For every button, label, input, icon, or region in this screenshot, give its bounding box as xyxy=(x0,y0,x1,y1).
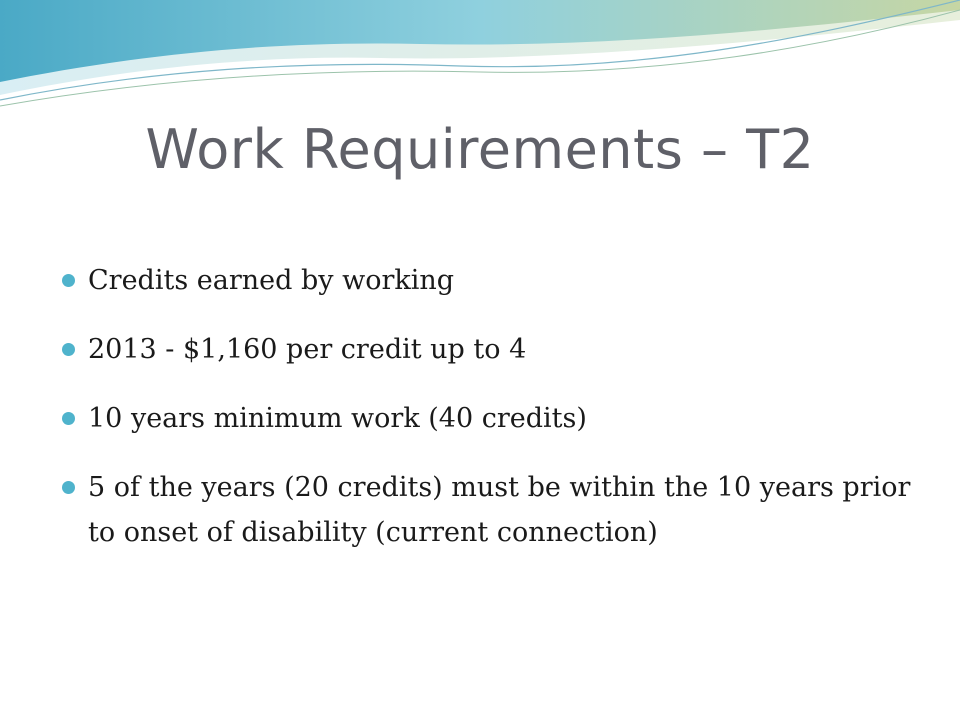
bullet-dot-icon xyxy=(62,481,75,494)
bullet-text: 10 years minimum work (40 credits) xyxy=(88,403,587,434)
bullet-list xyxy=(60,258,920,579)
bullet-dot-icon xyxy=(62,343,75,356)
bullet-item xyxy=(60,327,920,372)
bullet-item xyxy=(60,258,920,303)
bullet-text: Credits earned by working xyxy=(88,265,455,296)
bullet-dot-icon xyxy=(62,412,75,425)
slide-title: Work Requirements – T2 xyxy=(145,118,815,181)
bullet-text: 2013 - $1,160 per credit up to 4 xyxy=(88,334,527,365)
bullet-text: 5 of the years (20 credits) must be within the 10 years prior to onset of disability (current connection) xyxy=(88,472,911,548)
bullet-dot-icon xyxy=(62,274,75,287)
bullet-item xyxy=(60,465,920,555)
bullet-item xyxy=(60,396,920,441)
header-wave-decoration xyxy=(0,0,960,120)
